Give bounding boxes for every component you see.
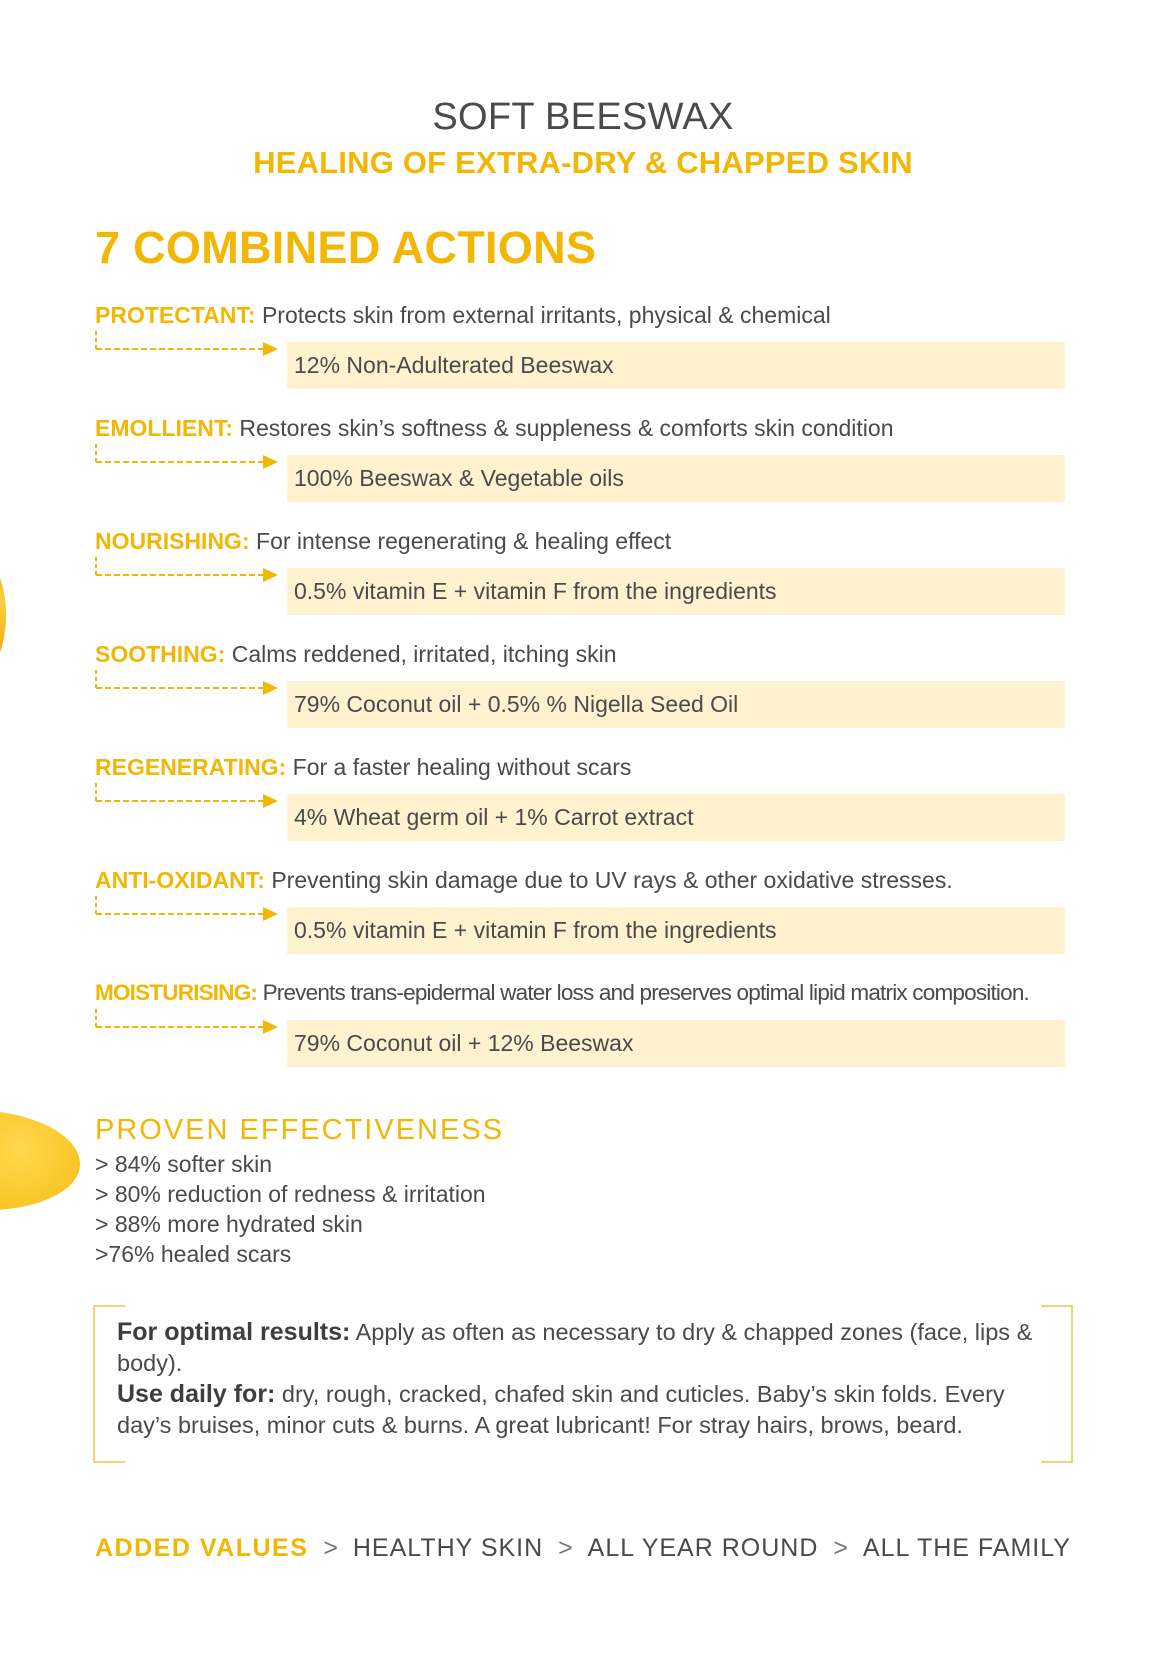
actions-list	[95, 299, 1095, 1090]
action-item	[95, 638, 1095, 751]
action-line	[95, 751, 1095, 783]
ingredient-box: 4% Wheat germ oil + 1% Carrot extract	[287, 794, 1065, 841]
arrow-connector-icon	[95, 894, 285, 934]
action-item	[95, 751, 1095, 864]
action-line	[95, 977, 1095, 1009]
action-line	[95, 638, 1095, 670]
use-daily-label: Use daily for:	[117, 1380, 276, 1408]
optimal-results-label: For optimal results:	[117, 1318, 351, 1346]
optimal-results-text: Apply as often as necessary to dry & chapped zones (face, lips & body).	[117, 1319, 1033, 1376]
action-name: SOOTHING:	[95, 641, 226, 667]
separator: >	[323, 1534, 338, 1562]
action-name: REGENERATING:	[95, 754, 287, 780]
ingredient-box: 0.5% vitamin E + vitamin F from the ingredients	[287, 907, 1065, 954]
usage-text	[117, 1317, 1057, 1441]
action-description: For a faster healing without scars	[292, 754, 632, 780]
action-item	[95, 412, 1095, 525]
action-item	[95, 977, 1095, 1090]
use-daily-text: dry, rough, cracked, chafed skin and cuticles. Baby’s skin folds. Every day’s bruises, minor cuts & burns. A great lubricant! For stray hairs, brows, beard.	[117, 1381, 1005, 1438]
action-name: ANTI-OXIDANT:	[95, 867, 265, 893]
added-values-label: ADDED VALUES	[95, 1534, 309, 1562]
added-values-bar	[95, 1534, 1071, 1563]
arrow-connector-icon	[95, 668, 285, 708]
action-description: For intense regenerating & healing effect	[256, 528, 672, 554]
separator: >	[833, 1534, 848, 1562]
page-subtitle: HEALING OF EXTRA-DRY & CHAPPED SKIN	[253, 145, 913, 180]
decorative-honey-drop-large	[0, 1110, 80, 1210]
action-item	[95, 299, 1095, 412]
proven-effectiveness	[95, 1114, 504, 1269]
ingredient-box: 12% Non-Adulterated Beeswax	[287, 342, 1065, 389]
arrow-connector-icon	[95, 555, 285, 595]
action-line	[95, 299, 1095, 331]
arrow-connector-icon	[95, 1007, 285, 1047]
proven-effectiveness-heading: PROVEN EFFECTIVENESS	[95, 1114, 505, 1146]
list-item: >76% healed scars	[95, 1241, 292, 1267]
action-name: MOISTURISING:	[95, 980, 258, 1005]
arrow-connector-icon	[95, 781, 285, 821]
action-description: Protects skin from external irritants, physical & chemical	[261, 302, 831, 328]
ingredient-box: 79% Coconut oil + 12% Beeswax	[287, 1020, 1065, 1067]
list-item: > 84% softer skin	[95, 1151, 273, 1177]
list-item: > 88% more hydrated skin	[95, 1211, 363, 1237]
ingredient-box: 0.5% vitamin E + vitamin F from the ingredients	[287, 568, 1065, 615]
ingredient-box: 100% Beeswax & Vegetable oils	[287, 455, 1065, 502]
action-item	[95, 525, 1095, 638]
proven-list	[95, 1149, 504, 1269]
usage-box	[93, 1305, 1073, 1463]
action-name: NOURISHING:	[95, 528, 250, 554]
arrow-connector-icon	[95, 442, 285, 482]
decorative-honey-drop	[0, 560, 6, 670]
action-description: Prevents trans-epidermal water loss and preserves optimal lipid matrix composition.	[262, 980, 1030, 1005]
action-item	[95, 864, 1095, 977]
added-value-item: ALL THE FAMILY	[862, 1534, 1071, 1562]
combined-actions-heading: 7 COMBINED ACTIONS	[95, 222, 597, 273]
added-value-item: HEALTHY SKIN	[352, 1534, 544, 1562]
added-value-item: ALL YEAR ROUND	[587, 1534, 819, 1562]
action-description: Restores skin’s softness & suppleness & comforts skin condition	[239, 415, 894, 441]
list-item: > 80% reduction of redness & irritation	[95, 1181, 486, 1207]
ingredient-box: 79% Coconut oil + 0.5% % Nigella Seed Oil	[287, 681, 1065, 728]
action-line	[95, 412, 1095, 444]
separator: >	[558, 1534, 573, 1562]
action-name: EMOLLIENT:	[95, 415, 233, 441]
action-description: Preventing skin damage due to UV rays & other oxidative stresses.	[271, 867, 953, 893]
action-description: Calms reddened, irritated, itching skin	[231, 641, 617, 667]
action-line	[95, 864, 1095, 896]
action-line	[95, 525, 1095, 557]
arrow-connector-icon	[95, 329, 285, 369]
action-name: PROTECTANT:	[95, 302, 256, 328]
page-header	[0, 96, 1166, 181]
page-title: SOFT BEESWAX	[432, 96, 734, 138]
